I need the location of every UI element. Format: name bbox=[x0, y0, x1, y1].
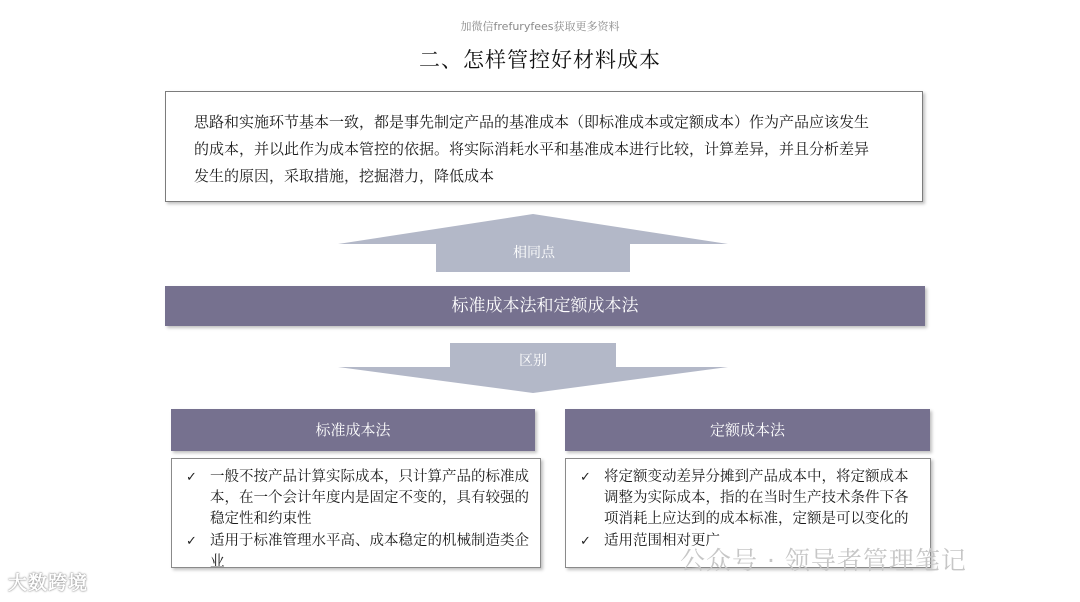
description-line: 发生的原因，采取措施，挖掘潜力，降低成本 bbox=[194, 167, 495, 185]
list-item bbox=[186, 531, 530, 573]
list-item bbox=[580, 467, 920, 530]
watermark-account: 公众号 · 领导者管理笔记 bbox=[680, 546, 967, 575]
left-column-body bbox=[171, 458, 541, 568]
check-icon: ✓ bbox=[186, 470, 197, 485]
center-method-bar: 标准成本法和定额成本法 bbox=[165, 286, 925, 326]
check-icon: ✓ bbox=[186, 534, 197, 549]
similarity-label: 相同点 bbox=[513, 245, 555, 261]
top-watermark: 加微信frefuryfees获取更多资料 bbox=[460, 20, 620, 33]
difference-label: 区别 bbox=[519, 353, 547, 369]
watermark-logo: 大数跨境 bbox=[8, 572, 89, 594]
description-line: 思路和实施环节基本一致，都是事先制定产品的基准成本（即标准成本或定额成本）作为产品应该发生 bbox=[194, 113, 870, 131]
description-box bbox=[165, 91, 923, 202]
check-icon: ✓ bbox=[580, 534, 591, 549]
bullet-text: 一般不按产品计算实际成本，只计算产品的标准成本，在一个会计年度内是固定不变的，具有较强的稳定性和约束性 bbox=[210, 469, 529, 527]
description-line: 的成本，并以此作为成本管控的依据。将实际消耗水平和基准成本进行比较，计算差异，并且分析差异 bbox=[194, 140, 870, 158]
check-icon: ✓ bbox=[580, 470, 591, 485]
bullet-text: 适用于标准管理水平高、成本稳定的机械制造类企业 bbox=[210, 533, 529, 570]
left-column-header: 标准成本法 bbox=[171, 409, 535, 451]
list-item bbox=[186, 467, 530, 530]
right-column-header: 定额成本法 bbox=[565, 409, 930, 451]
bullet-text: 适用范围相对更广 bbox=[604, 533, 720, 549]
page-title: 二、怎样管控好材料成本 bbox=[419, 48, 661, 72]
bullet-text: 将定额变动差异分摊到产品成本中，将定额成本调整为实际成本，指的在当时生产技术条件下各项消耗上应达到的成本标准，定额是可以变化的 bbox=[604, 469, 909, 527]
